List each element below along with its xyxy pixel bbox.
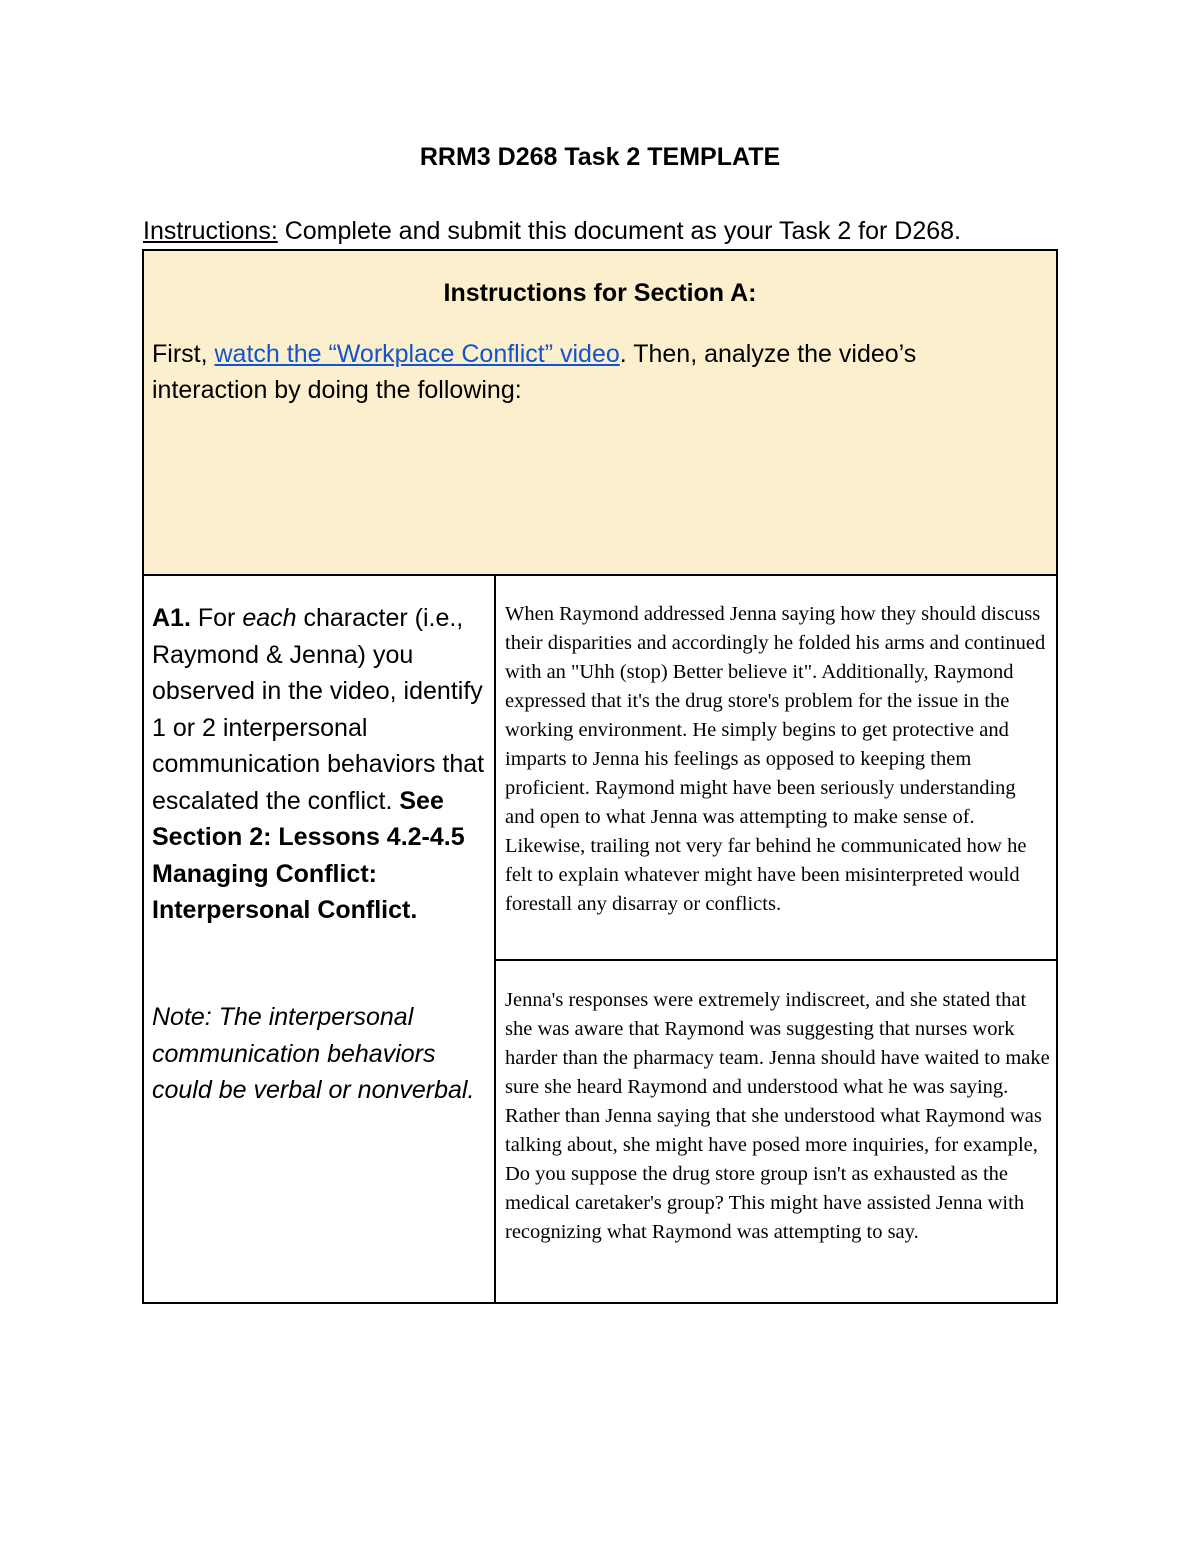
- intro-prefix: First,: [152, 340, 215, 368]
- jenna-answer-cell[interactable]: [496, 961, 1056, 1302]
- a1-note: Note: The interpersonal communication behaviors could be verbal or nonverbal.: [152, 1003, 475, 1104]
- raymond-answer: When Raymond addressed Jenna saying how they should discuss their disparities and accordingly he folded his arms and continued with an "Uhh (stop) Better believe it". Additionally, Raymond expressed that it's the drug store's problem for the issue in the working environment. He simply begins to get protective and imparts to Jenna his feelings as opposed to keeping them proficient. Raymond might have been seriously understanding and open to what Jenna was attempting to make sense of. Likewise, trailing not very far behind he communicated how he felt to explain whatever might have been misinterpreted would forestall any disarray or conflicts.: [505, 603, 1046, 915]
- a1-text-each: each: [242, 604, 297, 632]
- intro-suffix: . Then, analyze the video’s interaction by doing the following:: [152, 340, 917, 404]
- a1-prompt-cell: [144, 576, 496, 1302]
- a1-prompt: [152, 600, 494, 929]
- jenna-answer: Jenna's responses were extremely indiscreet, and she stated that she was aware that Raymond was suggesting that nurses work harder than the pharmacy team. Jenna should have waited to make sure she heard Raymond and understood what he was saying. Rather than Jenna saying that she understood what Raymond was talking about, she might have posed more inquiries, for example, Do you suppose the drug store group isn't as exhausted as the medical caretaker's group? This might have assisted Jenna with recognizing what Raymond was attempting to say.: [505, 989, 1050, 1243]
- a1-label: A1.: [152, 604, 191, 632]
- a1-text-2: character (i.e., Raymond & Jenna) you observed in the video, identify 1 or 2 interpersonal communication behaviors that escalated the conflict.: [152, 604, 485, 815]
- a1-see-section: See Section 2: Lessons 4.2-4.5 Managing Conflict: Interpersonal Conflict.: [152, 786, 465, 924]
- section-a-header: [144, 251, 1056, 576]
- instructions-label: Instructions:: [143, 217, 278, 245]
- section-a-table: [142, 249, 1058, 1304]
- instructions-text: Complete and submit this document as your Task 2 for D268.: [277, 217, 961, 245]
- document-title: RRM3 D268 Task 2 TEMPLATE: [419, 143, 781, 171]
- instructions-line: [143, 215, 961, 247]
- raymond-answer-cell[interactable]: [496, 576, 1056, 961]
- section-a-intro: [152, 336, 1032, 408]
- workplace-conflict-video-link[interactable]: watch the “Workplace Conflict” video: [214, 340, 620, 368]
- section-a-heading: Instructions for Section A:: [443, 279, 757, 307]
- a1-text-1: For: [190, 604, 243, 632]
